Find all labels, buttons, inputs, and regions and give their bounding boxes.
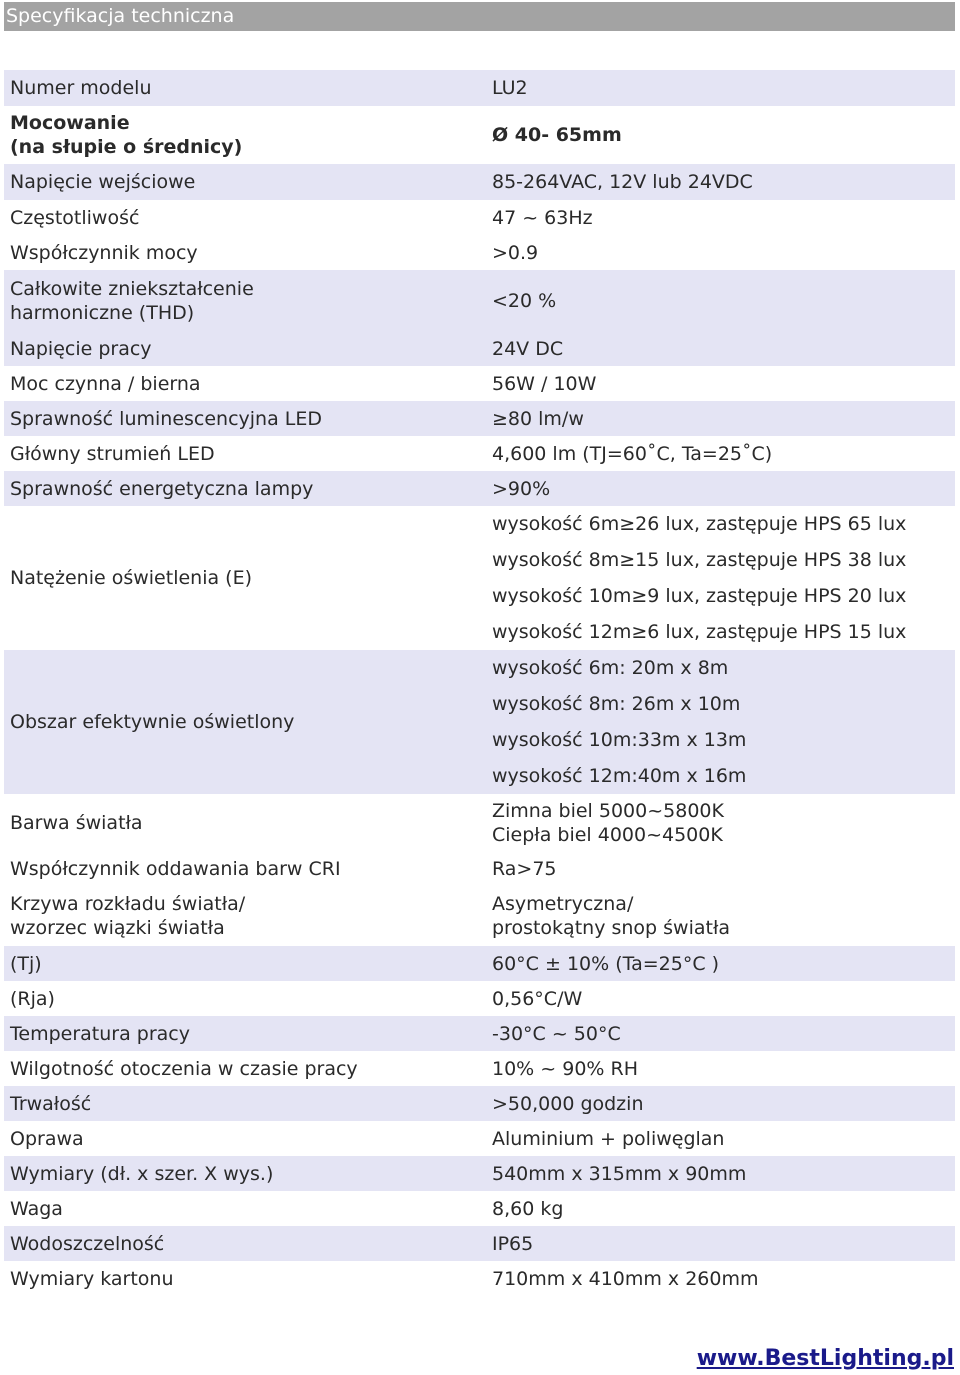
spec-value bbox=[486, 1156, 955, 1191]
spec-label-line: Sprawność luminescencyjna LED bbox=[10, 407, 322, 430]
spec-label bbox=[4, 794, 486, 851]
spec-value-line: Zimna biel 5000~5800K bbox=[492, 799, 724, 822]
spec-value bbox=[486, 235, 955, 270]
spec-value bbox=[486, 164, 955, 200]
spec-label bbox=[4, 1261, 486, 1296]
spec-value bbox=[486, 270, 955, 331]
spec-row bbox=[4, 1051, 955, 1086]
spec-value bbox=[486, 851, 955, 886]
spec-label-line: Waga bbox=[10, 1197, 63, 1220]
spec-value bbox=[486, 1121, 955, 1156]
spec-row bbox=[4, 1121, 955, 1156]
spec-label bbox=[4, 235, 486, 270]
spec-value bbox=[486, 1261, 955, 1296]
spec-row bbox=[4, 506, 955, 650]
spec-value-line: 4,600 lm (TJ=60˚C, Ta=25˚C) bbox=[492, 442, 773, 465]
spec-row bbox=[4, 436, 955, 471]
spec-label bbox=[4, 471, 486, 506]
spec-value bbox=[486, 650, 955, 794]
spec-value bbox=[486, 106, 955, 164]
spec-label-line: Główny strumień LED bbox=[10, 442, 215, 465]
spec-value-line: 710mm x 410mm x 260mm bbox=[492, 1267, 759, 1290]
spec-value bbox=[486, 506, 955, 650]
spec-label-line: wzorzec wiązki światła bbox=[10, 917, 225, 939]
spec-value bbox=[486, 401, 955, 436]
spec-value-line: Asymetryczna/ bbox=[492, 893, 634, 915]
section-title: Specyfikacja techniczna bbox=[6, 5, 235, 27]
spec-value-line: Ciepła biel 4000~4500K bbox=[492, 823, 723, 846]
spec-label-line: Całkowite zniekształcenie bbox=[10, 277, 254, 300]
spec-label bbox=[4, 981, 486, 1016]
spec-label-line: Współczynnik oddawania barw CRI bbox=[10, 857, 341, 880]
spec-value-line: <20 % bbox=[492, 289, 557, 312]
spec-row bbox=[4, 1191, 955, 1226]
spec-value bbox=[486, 366, 955, 401]
spec-value-line: wysokość 8m≥15 lux, zastępuje HPS 38 lux bbox=[492, 549, 907, 571]
spec-label-line: Wilgotność otoczenia w czasie pracy bbox=[10, 1057, 358, 1080]
spec-label-line: Wymiary kartonu bbox=[10, 1267, 174, 1290]
spec-label-line: harmoniczne (THD) bbox=[10, 301, 195, 324]
spec-row bbox=[4, 1156, 955, 1191]
spec-value-line: ≥80 lm/w bbox=[492, 407, 584, 430]
spec-label-line: Oprawa bbox=[10, 1127, 84, 1150]
spec-value bbox=[486, 981, 955, 1016]
spec-label-line: Krzywa rozkładu światła/ bbox=[10, 893, 246, 915]
spec-value-line: >90% bbox=[492, 477, 551, 500]
spec-value bbox=[486, 436, 955, 471]
spec-label-line: Numer modelu bbox=[10, 77, 152, 99]
website-link[interactable]: www.BestLighting.pl bbox=[696, 1346, 954, 1371]
spec-value-line: 85-264VAC, 12V lub 24VDC bbox=[492, 171, 753, 193]
spec-label-line: Częstotliwość bbox=[10, 206, 140, 229]
spec-value bbox=[486, 1051, 955, 1086]
spec-label-line: (na słupie o średnicy) bbox=[10, 136, 243, 158]
spec-label bbox=[4, 1086, 486, 1121]
spec-row bbox=[4, 1016, 955, 1051]
spec-row bbox=[4, 70, 955, 106]
spec-label-line: Napięcie pracy bbox=[10, 337, 152, 360]
spec-value-line: 540mm x 315mm x 90mm bbox=[492, 1162, 747, 1185]
spec-row bbox=[4, 851, 955, 886]
spec-label bbox=[4, 1191, 486, 1226]
spec-label bbox=[4, 70, 486, 106]
spec-label bbox=[4, 650, 486, 794]
spec-label bbox=[4, 851, 486, 886]
spec-label bbox=[4, 401, 486, 436]
spec-row bbox=[4, 106, 955, 164]
spec-label-line: Współczynnik mocy bbox=[10, 241, 198, 264]
spec-row bbox=[4, 981, 955, 1016]
spec-value-line: wysokość 10m:33m x 13m bbox=[492, 729, 747, 751]
spec-value-line: LU2 bbox=[492, 77, 528, 99]
spec-value-line: wysokość 10m≥9 lux, zastępuje HPS 20 lux bbox=[492, 585, 907, 607]
spec-label bbox=[4, 1121, 486, 1156]
spec-label-line: Moc czynna / bierna bbox=[10, 372, 201, 395]
spec-value-line: 0,56°C/W bbox=[492, 987, 583, 1010]
spec-row bbox=[4, 650, 955, 794]
spec-row bbox=[4, 366, 955, 401]
spec-label-line: Napięcie wejściowe bbox=[10, 171, 196, 193]
spec-label-line: Trwałość bbox=[10, 1092, 92, 1115]
spec-value bbox=[486, 331, 955, 366]
spec-row bbox=[4, 1261, 955, 1296]
spec-label bbox=[4, 366, 486, 401]
section-header bbox=[4, 2, 955, 31]
spec-value bbox=[486, 794, 955, 851]
spec-label bbox=[4, 270, 486, 331]
spec-value-line: Ra>75 bbox=[492, 857, 557, 880]
spec-label bbox=[4, 1156, 486, 1191]
spec-row bbox=[4, 794, 955, 851]
spec-value bbox=[486, 70, 955, 106]
spec-value bbox=[486, 200, 955, 235]
spec-value bbox=[486, 1226, 955, 1261]
spec-value bbox=[486, 1191, 955, 1226]
spec-value-line: wysokość 6m≥26 lux, zastępuje HPS 65 lux bbox=[492, 513, 907, 535]
spec-value-line: IP65 bbox=[492, 1232, 534, 1255]
spec-label-line: Obszar efektywnie oświetlony bbox=[10, 711, 295, 733]
spec-value-line: -30°C ~ 50°C bbox=[492, 1022, 621, 1045]
spec-value-line: 56W / 10W bbox=[492, 372, 597, 395]
spec-row bbox=[4, 235, 955, 270]
spec-table bbox=[4, 70, 955, 1296]
spec-value-line: 60°C ± 10% (Ta=25°C ) bbox=[492, 952, 720, 975]
spec-value-line: >50,000 godzin bbox=[492, 1092, 644, 1115]
spec-label-line: Temperatura pracy bbox=[10, 1022, 190, 1045]
spec-label bbox=[4, 106, 486, 164]
spec-value-line: 8,60 kg bbox=[492, 1197, 564, 1220]
spec-value-line: wysokość 12m≥6 lux, zastępuje HPS 15 lux bbox=[492, 621, 907, 643]
spec-row bbox=[4, 200, 955, 235]
spec-label-line: Mocowanie bbox=[10, 112, 130, 134]
spec-value-line: 10% ~ 90% RH bbox=[492, 1057, 638, 1080]
spec-row bbox=[4, 164, 955, 200]
spec-row bbox=[4, 946, 955, 981]
spec-value-line: >0.9 bbox=[492, 241, 539, 264]
spec-label-line: Wymiary (dł. x szer. X wys.) bbox=[10, 1162, 274, 1185]
spec-label bbox=[4, 506, 486, 650]
spec-value bbox=[486, 886, 955, 946]
spec-label-line: Natężenie oświetlenia (E) bbox=[10, 567, 252, 589]
spec-label bbox=[4, 436, 486, 471]
spec-value-line: Ø 40- 65mm bbox=[492, 124, 622, 146]
spec-label-line: (Rja) bbox=[10, 987, 55, 1010]
spec-value bbox=[486, 1086, 955, 1121]
spec-value-line: wysokość 6m: 20m x 8m bbox=[492, 657, 729, 679]
spec-label-line: Wodoszczelność bbox=[10, 1232, 165, 1255]
spec-row bbox=[4, 1226, 955, 1261]
spec-value-line: 47 ~ 63Hz bbox=[492, 206, 593, 229]
spec-value-line: Aluminium + poliwęglan bbox=[492, 1127, 725, 1150]
spec-label-line: Sprawność energetyczna lampy bbox=[10, 477, 314, 500]
spec-label-line: Barwa światła bbox=[10, 811, 143, 834]
spec-value bbox=[486, 946, 955, 981]
spec-value-line: 24V DC bbox=[492, 337, 564, 360]
spec-row bbox=[4, 886, 955, 946]
spec-row bbox=[4, 331, 955, 366]
spec-label bbox=[4, 1016, 486, 1051]
spec-label bbox=[4, 886, 486, 946]
spec-label bbox=[4, 946, 486, 981]
spec-value bbox=[486, 471, 955, 506]
spec-row bbox=[4, 1086, 955, 1121]
spec-value-line: wysokość 8m: 26m x 10m bbox=[492, 693, 741, 715]
spec-label bbox=[4, 1226, 486, 1261]
spec-row bbox=[4, 270, 955, 331]
spec-value bbox=[486, 1016, 955, 1051]
spec-value-line: wysokość 12m:40m x 16m bbox=[492, 765, 747, 787]
spec-value-line: prostokątny snop światła bbox=[492, 917, 730, 939]
spec-label bbox=[4, 200, 486, 235]
spec-row bbox=[4, 401, 955, 436]
spec-label-line: (Tj) bbox=[10, 952, 42, 975]
spec-row bbox=[4, 471, 955, 506]
spec-label bbox=[4, 164, 486, 200]
spec-label bbox=[4, 331, 486, 366]
spec-label bbox=[4, 1051, 486, 1086]
